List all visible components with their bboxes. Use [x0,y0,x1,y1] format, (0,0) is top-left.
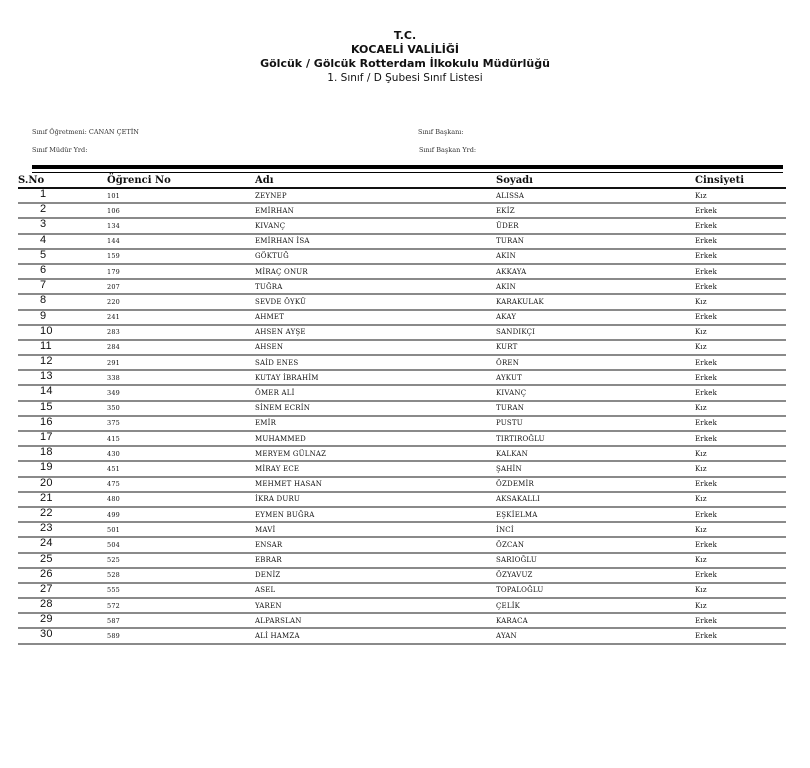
row-first-name: KUTAY İBRAHİM [255,370,496,385]
row-sno: 26 [18,568,107,583]
row-last-name: AYAN [496,628,695,643]
document-header [0,29,810,85]
row-gender: Kız [695,553,786,568]
table-row [18,507,786,522]
row-last-name: AKIN [496,249,695,264]
row-sno: 12 [18,355,107,370]
row-student-no: 349 [107,385,255,400]
row-student-no: 555 [107,583,255,598]
row-last-name: ÖZCAN [496,537,695,552]
row-sno: 24 [18,537,107,552]
row-last-name: ÜDER [496,218,695,233]
column-header-student-no: Öğrenci No [107,174,255,188]
row-student-no: 283 [107,325,255,340]
row-student-no: 525 [107,553,255,568]
row-last-name: AKKAYA [496,264,695,279]
row-student-no: 501 [107,522,255,537]
row-last-name: KARAKULAK [496,294,695,309]
header-school: Gölcük / Gölcük Rotterdam İlkokulu Müdürlüğü [260,57,550,70]
table-row [18,492,786,507]
row-sno: 13 [18,370,107,385]
row-last-name: EKİZ [496,203,695,218]
row-last-name: AKSAKALLI [496,492,695,507]
table-row [18,203,786,218]
row-gender: Erkek [695,507,786,522]
table-row [18,477,786,492]
row-gender: Erkek [695,568,786,583]
row-gender: Erkek [695,264,786,279]
row-first-name: EYMEN BUĞRA [255,507,496,522]
table-row [18,613,786,628]
table-row [18,568,786,583]
meta-class-president: Sınıf Başkanı: [418,128,464,136]
row-last-name: AYKUT [496,370,695,385]
table-row [18,340,786,355]
table-row [18,249,786,264]
row-last-name: KIVANÇ [496,385,695,400]
row-sno: 19 [18,461,107,476]
row-first-name: İKRA DURU [255,492,496,507]
row-sno: 14 [18,385,107,400]
row-student-no: 572 [107,598,255,613]
row-gender: Erkek [695,628,786,643]
row-last-name: TURAN [496,401,695,416]
row-last-name: İNCİ [496,522,695,537]
table-row [18,234,786,249]
row-last-name: AKIN [496,279,695,294]
row-gender: Kız [695,492,786,507]
row-first-name: ALPARSLAN [255,613,496,628]
row-gender: Erkek [695,355,786,370]
row-gender: Erkek [695,218,786,233]
row-first-name: ZEYNEP [255,188,496,203]
table-row [18,461,786,476]
row-student-no: 106 [107,203,255,218]
row-gender: Kız [695,446,786,461]
header-country: T.C. [393,29,417,42]
row-gender: Erkek [695,249,786,264]
table-row [18,598,786,613]
row-student-no: 589 [107,628,255,643]
student-list-table [18,174,786,645]
table-body [18,188,786,644]
row-student-no: 415 [107,431,255,446]
row-last-name: SANDIKÇI [496,325,695,340]
row-last-name: ALISSA [496,188,695,203]
row-sno: 22 [18,507,107,522]
table-header-row [18,174,786,188]
row-last-name: KALKAN [496,446,695,461]
row-first-name: AHMET [255,310,496,325]
row-student-no: 499 [107,507,255,522]
row-last-name: ŞAHİN [496,461,695,476]
row-gender: Kız [695,522,786,537]
row-first-name: MAVİ [255,522,496,537]
row-student-no: 475 [107,477,255,492]
row-gender: Kız [695,188,786,203]
table-row [18,355,786,370]
row-sno: 8 [18,294,107,309]
row-gender: Erkek [695,279,786,294]
row-first-name: MİRAY ECE [255,461,496,476]
table-row [18,385,786,400]
row-first-name: AHSEN AYŞE [255,325,496,340]
row-student-no: 284 [107,340,255,355]
row-student-no: 480 [107,492,255,507]
row-first-name: AHSEN [255,340,496,355]
row-sno: 25 [18,553,107,568]
row-first-name: MUHAMMED [255,431,496,446]
row-gender: Erkek [695,370,786,385]
table-row [18,583,786,598]
row-student-no: 504 [107,537,255,552]
row-sno: 16 [18,416,107,431]
row-sno: 6 [18,264,107,279]
row-sno: 3 [18,218,107,233]
row-sno: 23 [18,522,107,537]
row-sno: 9 [18,310,107,325]
row-student-no: 430 [107,446,255,461]
row-sno: 27 [18,583,107,598]
row-last-name: KARACA [496,613,695,628]
row-gender: Erkek [695,613,786,628]
row-student-no: 220 [107,294,255,309]
table-row [18,537,786,552]
row-last-name: ÖZYAVUZ [496,568,695,583]
table-row [18,310,786,325]
table-row [18,264,786,279]
row-last-name: ÖZDEMİR [496,477,695,492]
row-gender: Erkek [695,234,786,249]
row-first-name: MEHMET HASAN [255,477,496,492]
row-gender: Erkek [695,310,786,325]
column-header-sno: S.No [18,174,107,188]
column-header-gender: Cinsiyeti [695,174,786,188]
row-first-name: ASEL [255,583,496,598]
meta-class-vice-president: Sınıf Başkan Yrd: [419,146,477,154]
row-sno: 17 [18,431,107,446]
table-row [18,628,786,643]
row-last-name: PUSTU [496,416,695,431]
row-student-no: 159 [107,249,255,264]
table-row [18,446,786,461]
row-student-no: 451 [107,461,255,476]
row-sno: 29 [18,613,107,628]
header-governorship: KOCAELİ VALİLİĞİ [350,43,460,56]
row-last-name: AKAY [496,310,695,325]
table-row [18,553,786,568]
row-student-no: 179 [107,264,255,279]
row-first-name: SAİD ENES [255,355,496,370]
row-last-name: ÖREN [496,355,695,370]
row-student-no: 350 [107,401,255,416]
row-first-name: KIVANÇ [255,218,496,233]
row-sno: 11 [18,340,107,355]
table-row [18,294,786,309]
row-gender: Kız [695,461,786,476]
row-gender: Erkek [695,203,786,218]
row-student-no: 528 [107,568,255,583]
column-header-last-name: Soyadı [496,174,695,188]
row-last-name: ÇELİK [496,598,695,613]
row-sno: 30 [18,628,107,643]
row-sno: 15 [18,401,107,416]
meta-teacher: Sınıf Öğretmeni: CANAN ÇETİN [32,128,139,136]
row-first-name: ENSAR [255,537,496,552]
row-first-name: MERYEM GÜLNAZ [255,446,496,461]
row-first-name: EBRAR [255,553,496,568]
row-sno: 2 [18,203,107,218]
column-header-first-name: Adı [255,174,496,188]
row-first-name: YAREN [255,598,496,613]
row-student-no: 587 [107,613,255,628]
row-gender: Erkek [695,385,786,400]
row-student-no: 207 [107,279,255,294]
row-first-name: EMİRHAN İSA [255,234,496,249]
row-sno: 5 [18,249,107,264]
row-gender: Erkek [695,537,786,552]
row-first-name: TUĞRA [255,279,496,294]
row-sno: 18 [18,446,107,461]
row-last-name: EŞKİELMA [496,507,695,522]
row-gender: Erkek [695,477,786,492]
table-row [18,218,786,233]
header-list-title: 1. Sınıf / D Şubesi Sınıf Listesi [327,72,483,84]
row-sno: 4 [18,234,107,249]
row-gender: Kız [695,598,786,613]
table-row [18,325,786,340]
divider-thick [32,165,783,169]
table-row [18,370,786,385]
row-first-name: SİNEM ECRİN [255,401,496,416]
table-row [18,416,786,431]
row-last-name: TURAN [496,234,695,249]
row-first-name: EMİR [255,416,496,431]
table-row [18,522,786,537]
row-gender: Kız [695,294,786,309]
table-row [18,188,786,203]
row-first-name: GÖKTUĞ [255,249,496,264]
row-gender: Kız [695,340,786,355]
row-student-no: 291 [107,355,255,370]
row-last-name: SARIOĞLU [496,553,695,568]
row-first-name: ALİ HAMZA [255,628,496,643]
row-last-name: TIRTIROĞLU [496,431,695,446]
row-first-name: MİRAÇ ONUR [255,264,496,279]
table-row [18,279,786,294]
row-student-no: 241 [107,310,255,325]
row-student-no: 338 [107,370,255,385]
row-gender: Kız [695,583,786,598]
row-sno: 10 [18,325,107,340]
row-first-name: SEVDE ÖYKÜ [255,294,496,309]
divider-thin [32,172,783,173]
row-sno: 20 [18,477,107,492]
row-first-name: DENİZ [255,568,496,583]
row-sno: 1 [18,188,107,203]
row-student-no: 101 [107,188,255,203]
row-last-name: TOPALOĞLU [496,583,695,598]
row-student-no: 375 [107,416,255,431]
row-sno: 28 [18,598,107,613]
row-sno: 7 [18,279,107,294]
table-row [18,431,786,446]
row-student-no: 134 [107,218,255,233]
row-gender: Kız [695,401,786,416]
row-gender: Erkek [695,431,786,446]
row-sno: 21 [18,492,107,507]
row-first-name: EMİRHAN [255,203,496,218]
meta-deputy-principal: Sınıf Müdür Yrd: [32,146,88,154]
row-first-name: ÖMER ALİ [255,385,496,400]
row-last-name: KURT [496,340,695,355]
table-row [18,401,786,416]
row-gender: Erkek [695,416,786,431]
row-student-no: 144 [107,234,255,249]
row-gender: Kız [695,325,786,340]
